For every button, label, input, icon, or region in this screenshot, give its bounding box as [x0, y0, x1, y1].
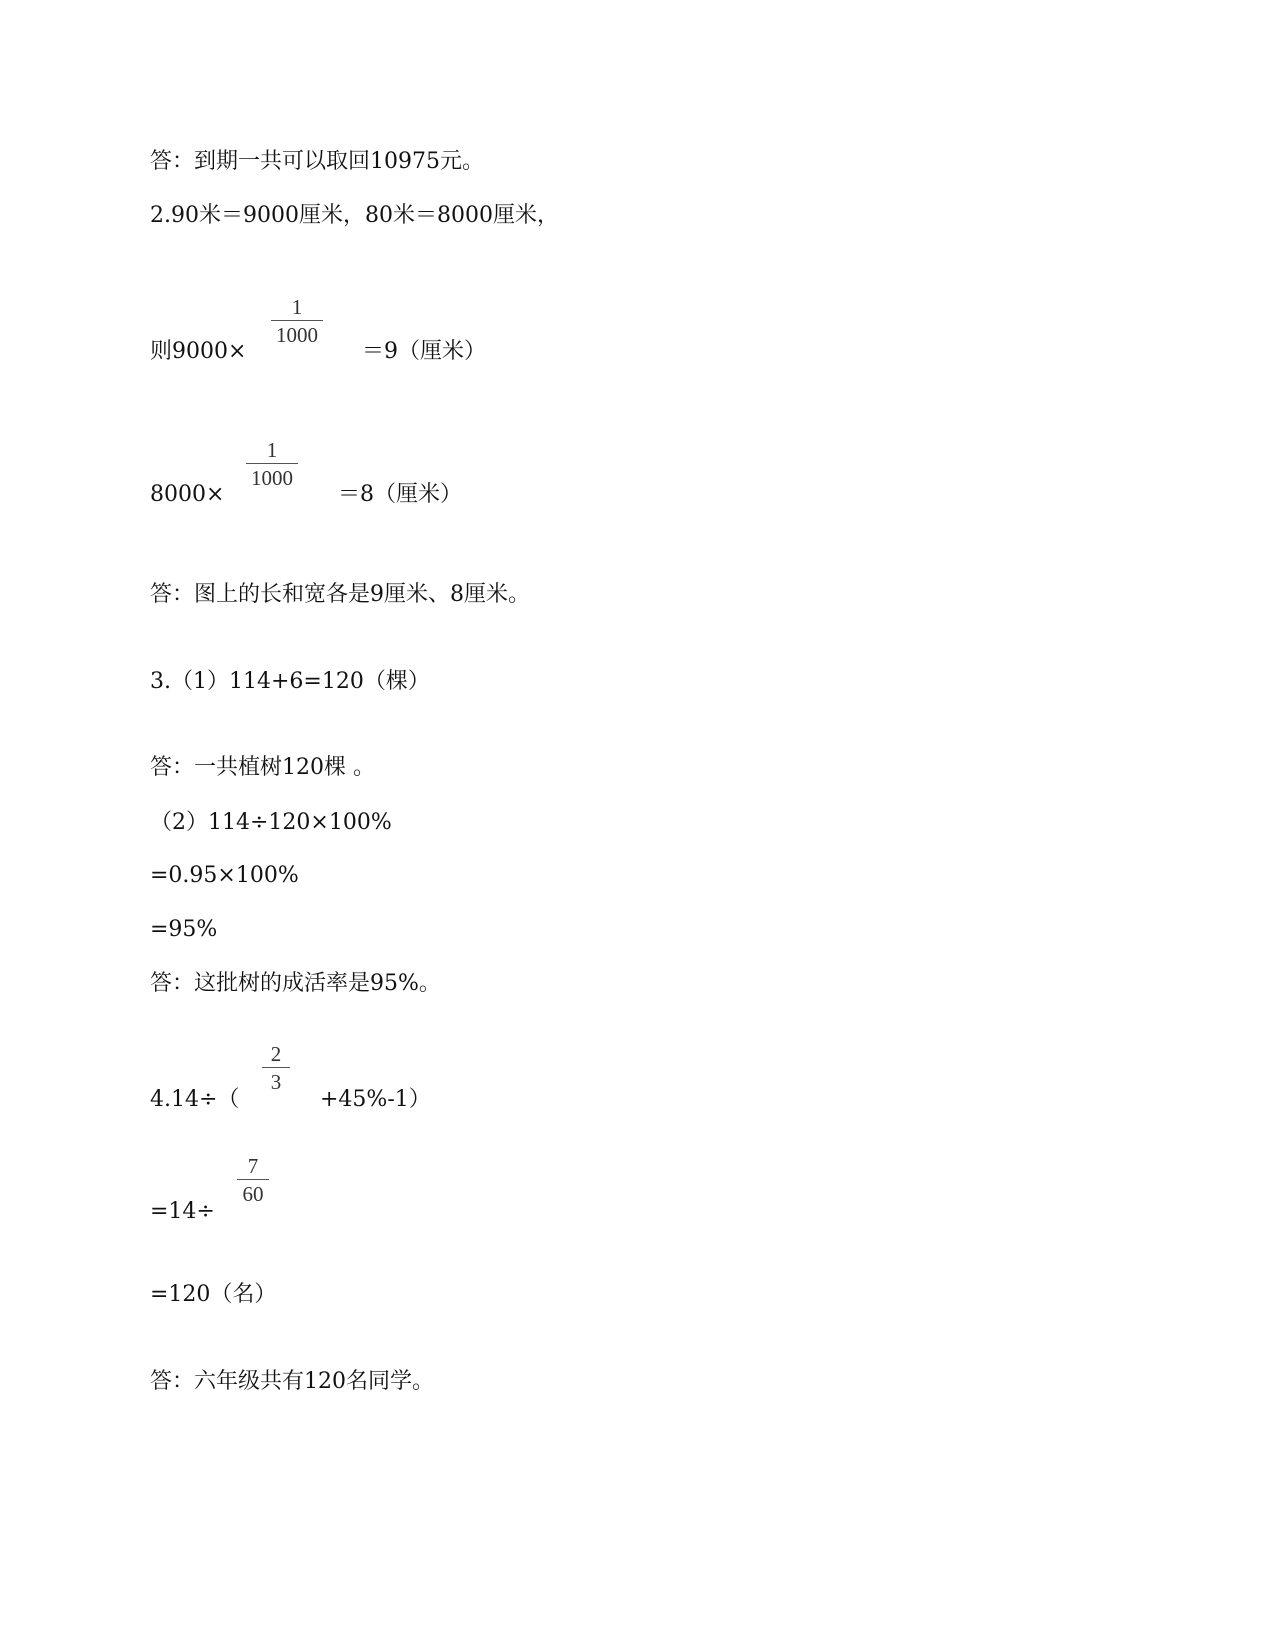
- fraction-1-over-1000-a: [271, 295, 323, 347]
- fraction-bar: [271, 320, 323, 321]
- answer-line-4: 答：这批树的成活率是95%。: [150, 971, 441, 996]
- problem-3-part-2: （2）114÷120×100%: [150, 810, 392, 835]
- calc-step-1: =0.95×100%: [150, 863, 299, 888]
- fraction-bar: [246, 463, 298, 464]
- fraction-denominator: 60: [242, 1182, 264, 1206]
- calc-8000-result: ＝8（厘米）: [338, 482, 462, 507]
- answer-line-3: 答：一共植树120棵 。: [150, 755, 375, 780]
- fraction-denominator: 1000: [276, 323, 318, 347]
- answer-line-2: 答：图上的长和宽各是9厘米、8厘米。: [150, 582, 530, 607]
- answer-line-5: 答：六年级共有120名同学。: [150, 1369, 434, 1394]
- calc-step-2: =95%: [150, 917, 218, 942]
- problem-2-conversion: 2.90米＝9000厘米，80米＝8000厘米，: [150, 203, 559, 228]
- problem-4-lead: 4.14÷（: [150, 1087, 240, 1112]
- calc-result-120: =120（名）: [150, 1282, 277, 1307]
- calc-9000-lead: 则9000×: [150, 339, 247, 364]
- fraction-numerator: 2: [270, 1042, 282, 1066]
- fraction-numerator: 1: [266, 438, 278, 462]
- fraction-numerator: 7: [247, 1154, 259, 1178]
- fraction-1-over-1000-b: [246, 438, 298, 490]
- fraction-denominator: 1000: [251, 466, 293, 490]
- fraction-bar: [237, 1179, 269, 1180]
- fraction-numerator: 1: [291, 295, 303, 319]
- fraction-denominator: 3: [270, 1070, 282, 1094]
- fraction-bar: [262, 1067, 290, 1068]
- calc-8000-lead: 8000×: [150, 482, 225, 507]
- fraction-7-over-60: [237, 1154, 269, 1206]
- calc-14-div: =14÷: [150, 1199, 215, 1224]
- fraction-2-over-3: [262, 1042, 290, 1094]
- calc-9000-result: ＝9（厘米）: [362, 339, 486, 364]
- problem-4-tail: +45%-1）: [320, 1087, 431, 1112]
- problem-3-part-1: 3.（1）114+6=120（棵）: [150, 669, 430, 694]
- answer-line-1: 答：到期一共可以取回10975元。: [150, 149, 484, 174]
